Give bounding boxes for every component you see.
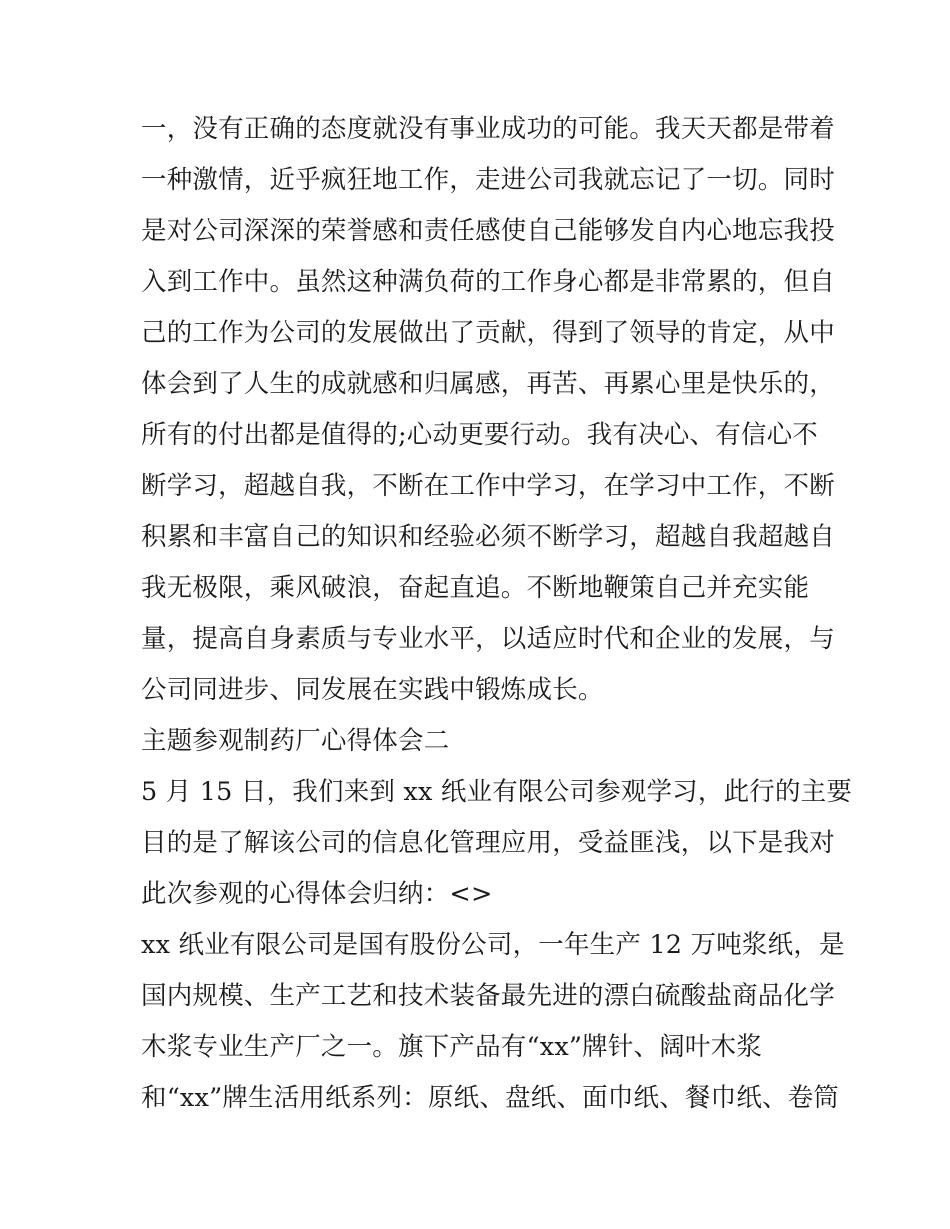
text-line: 己的工作为公司的发展做出了贡献，得到了领导的肯定，从中 xyxy=(141,318,835,348)
text-line: 积累和丰富自己的知识和经验必须不断学习，超越自我超越自 xyxy=(141,522,835,552)
section-heading: 主题参观制药厂心得体会二 xyxy=(141,726,450,756)
text-line: 我无极限，乘风破浪，奋起直追。不断地鞭策自己并充实能 xyxy=(141,573,810,603)
text-line: 和“xx”牌生活用纸系列：原纸、盘纸、面巾纸、餐巾纸、卷筒 xyxy=(141,1083,840,1113)
text-line: 此次参观的心得体会归纳：<> xyxy=(141,879,493,909)
text-line: 断学习，超越自我，不断在工作中学习，在学习中工作，不断 xyxy=(141,471,835,501)
text-line: 一，没有正确的态度就没有事业成功的可能。我天天都是带着 xyxy=(141,114,835,144)
text-line: xx 纸业有限公司是国有股份公司，一年生产 12 万吨浆纸，是 xyxy=(141,930,845,960)
text-line: 一种激情，近乎疯狂地工作，走进公司我就忘记了一切。同时 xyxy=(141,165,835,195)
document-body xyxy=(141,104,853,1124)
text-line: 体会到了人生的成就感和归属感，再苦、再累心里是快乐的， xyxy=(141,369,835,399)
text-line: 入到工作中。虽然这种满负荷的工作身心都是非常累的，但自 xyxy=(141,267,835,297)
text-line: 是对公司深深的荣誉感和责任感使自己能够发自内心地忘我投 xyxy=(141,216,835,246)
text-line: 国内规模、生产工艺和技术装备最先进的漂白硫酸盐商品化学 xyxy=(141,981,835,1011)
text-line: 所有的付出都是值得的;心动更要行动。我有决心、有信心不 xyxy=(141,420,818,450)
text-line: 目的是了解该公司的信息化管理应用，受益匪浅，以下是我对 xyxy=(141,828,835,858)
text-line: 量，提高自身素质与专业水平，以适应时代和企业的发展，与 xyxy=(141,624,835,654)
text-line: 5 月 15 日，我们来到 xx 纸业有限公司参观学习，此行的主要 xyxy=(141,777,853,807)
text-line: 公司同进步、同发展在实践中锻炼成长。 xyxy=(141,675,604,705)
text-line: 木浆专业生产厂之一。旗下产品有“xx”牌针、阔叶木浆 xyxy=(141,1032,763,1062)
